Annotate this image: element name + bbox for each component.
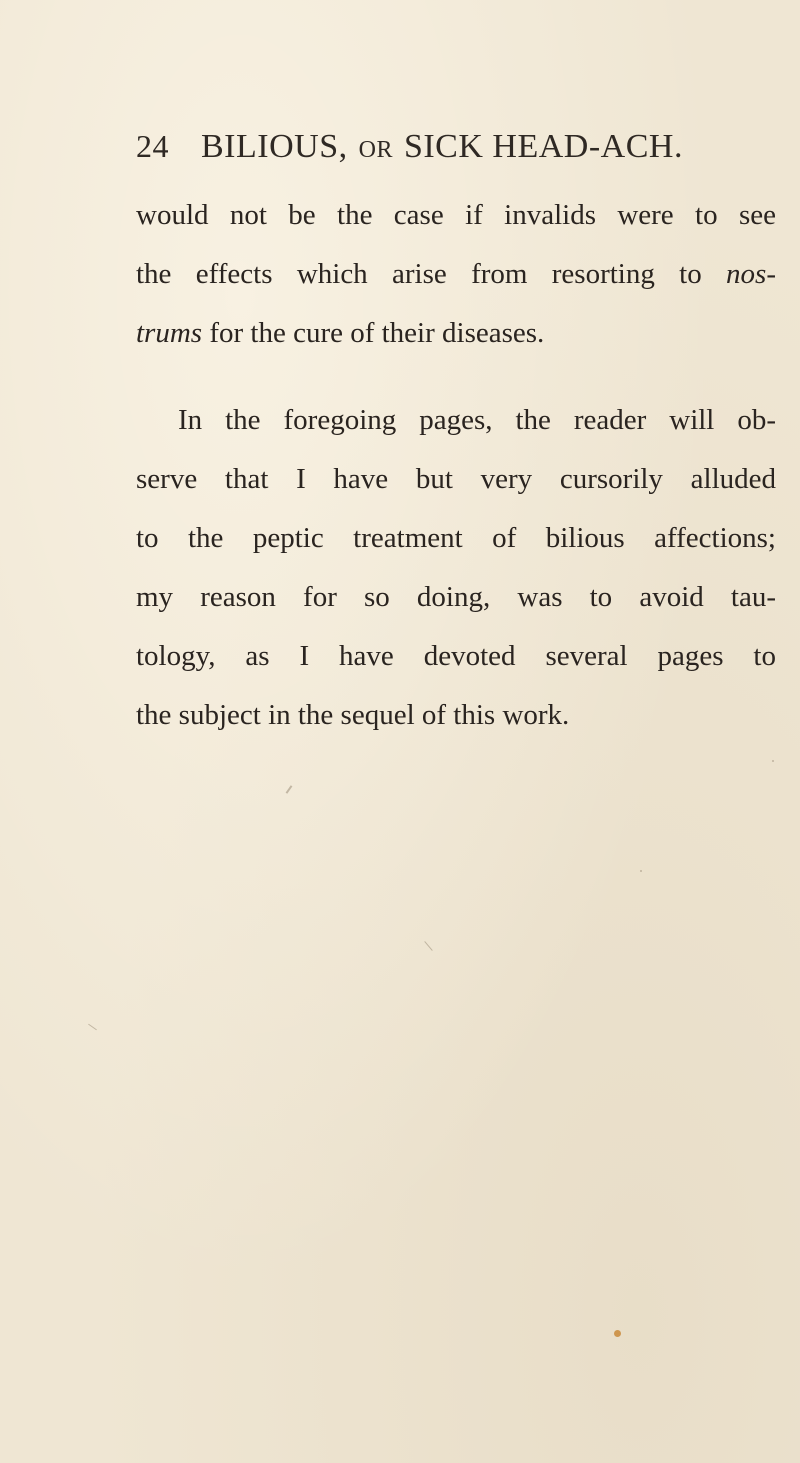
text-line: serve that I have but very cursorily alluded (136, 463, 776, 495)
running-head-title (201, 128, 683, 166)
italic-word: nos- (726, 258, 776, 290)
text-line (136, 245, 776, 304)
text-line: to the peptic treatment of bilious affections; (136, 522, 776, 554)
running-head (136, 128, 696, 172)
paper-speck (640, 870, 642, 872)
paragraph-2 (136, 391, 776, 745)
text-line: would not be the case if invalids were to see (136, 199, 776, 231)
text-line-segment: for the cure of their diseases. (202, 317, 545, 349)
text-line: the subject in the sequel of this work. (136, 699, 570, 731)
body-text (136, 186, 776, 745)
text-line-segment: the effects which arise from resorting to (136, 258, 727, 290)
paragraph-1 (136, 186, 776, 363)
ink-spot (614, 1330, 621, 1337)
running-head-title-part2: SICK HEAD-ACH. (403, 128, 683, 165)
running-head-title-part1: BILIOUS, (201, 128, 348, 165)
paper-speck (286, 785, 293, 794)
text-line: my reason for so doing, was to avoid tau- (136, 581, 776, 613)
paper-speck (424, 941, 432, 951)
paper-speck (772, 760, 774, 762)
text-line: tology, as I have devoted several pages to (136, 640, 776, 672)
text-line (136, 304, 776, 363)
paragraph-gap (136, 363, 776, 391)
running-head-title-or: OR (358, 137, 393, 163)
paper-speck (88, 1024, 97, 1031)
page-number: 24 (136, 128, 169, 164)
text-line: In the foregoing pages, the reader will ob- (178, 404, 776, 436)
italic-word: trums (136, 317, 203, 349)
